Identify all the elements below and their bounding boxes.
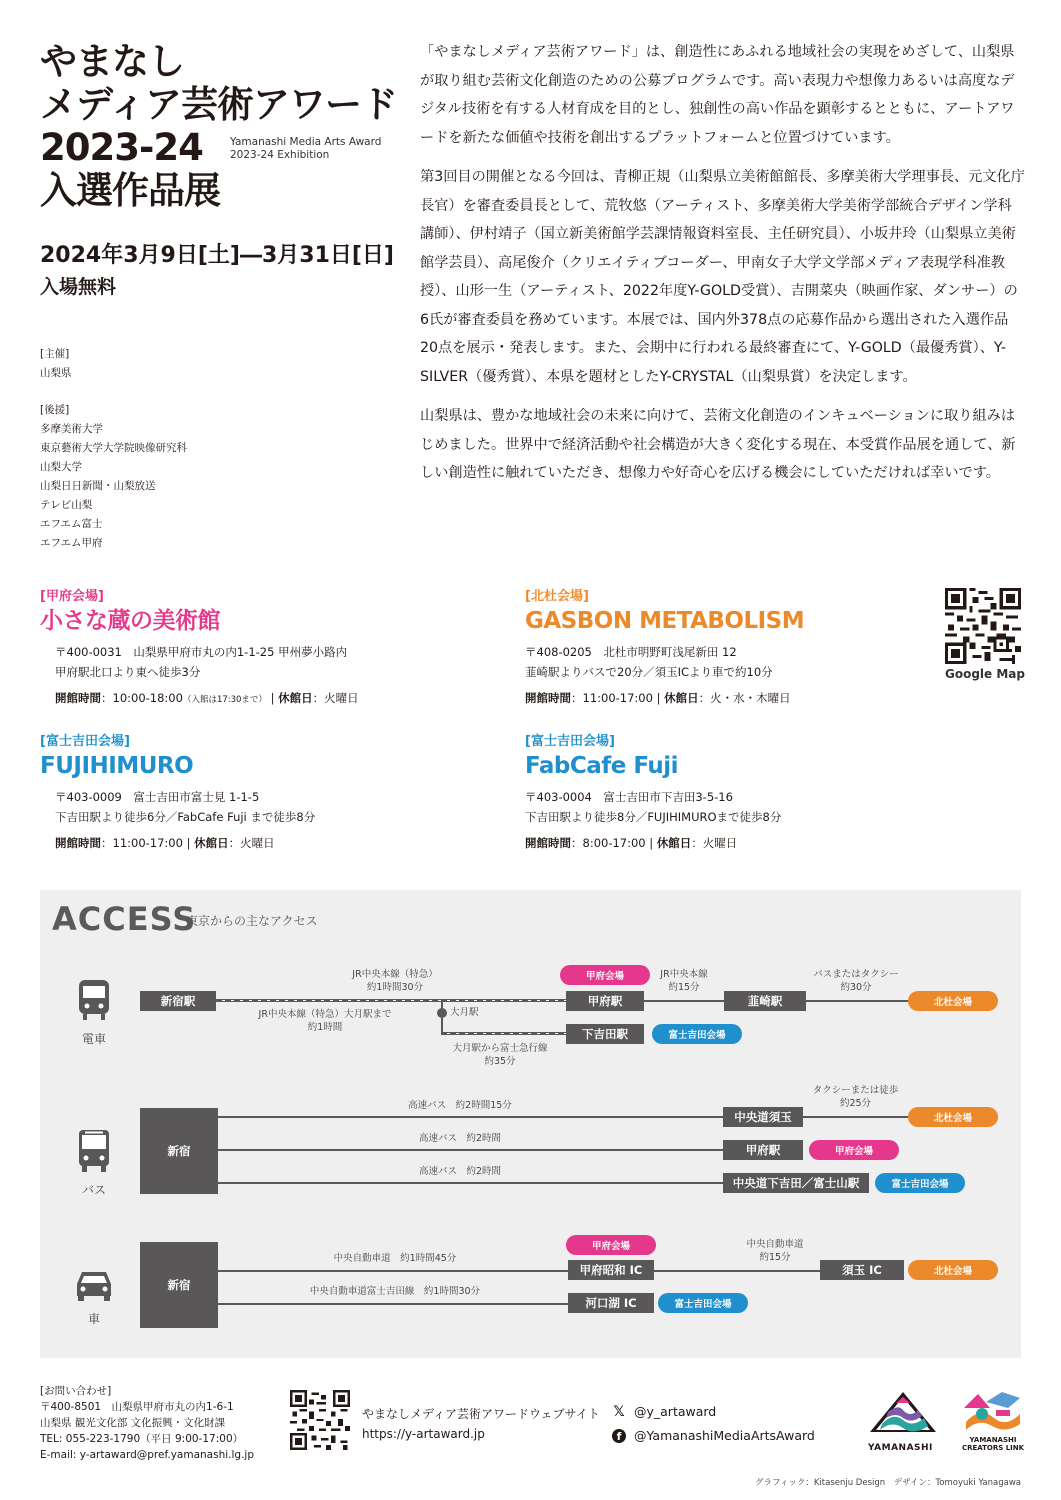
fujiyoshida-venue-tag: 富士吉田会場 bbox=[652, 1024, 742, 1044]
title-line: メディア芸術アワード bbox=[40, 83, 398, 126]
support-heading: [後援] bbox=[40, 404, 70, 416]
route-label: 中央自動車道 約1時間45分 bbox=[333, 1253, 457, 1264]
admission-free: 入場無料 bbox=[40, 276, 117, 298]
hokuto-venue-tag: 北杜会場 bbox=[908, 1107, 998, 1127]
route-line bbox=[218, 1270, 568, 1272]
website-label: やまなしメディア芸術アワードウェブサイト bbox=[362, 1407, 600, 1421]
route-label: JR中央本線 約15分 bbox=[660, 969, 708, 993]
venue-name: 小さな蔵の美術館 bbox=[40, 608, 220, 634]
facebook-account[interactable] bbox=[612, 1424, 815, 1448]
shimoyoshida-station: 下吉田駅 bbox=[566, 1024, 644, 1044]
shinjuku-car: 新宿 bbox=[140, 1242, 218, 1328]
fujiyoshida-venue-tag: 富士吉田会場 bbox=[875, 1173, 965, 1193]
venue-fabcafe bbox=[525, 730, 945, 851]
otsuki-label: 大月駅 bbox=[450, 1007, 479, 1018]
title-english bbox=[230, 136, 381, 162]
sns-accounts bbox=[612, 1400, 815, 1448]
sutama-ic: 須玉 IC bbox=[820, 1260, 904, 1280]
intro-paragraph: 山梨県は、豊かな地域社会の未来に向けて、芸術文化創造のインキュベーションに取り組みはじめました。世界中で経済活動や社会構造が大きく変化する現在、本受賞作品展を通して、新しい創造性に触れていただき、想像力や好奇心を広げる機会にしていただければ幸いです。 bbox=[420, 408, 1016, 481]
contact-email[interactable]: E-mail: y-artaward@pref.yamanashi.lg.jp bbox=[40, 1449, 254, 1461]
shinjuku-station: 新宿駅 bbox=[140, 991, 216, 1011]
kawaguchiko-ic: 河口湖 IC bbox=[568, 1293, 654, 1313]
x-handle: @y_artaward bbox=[634, 1404, 717, 1419]
contact-line: 山梨県 観光文化部 文化振興・文化財課 bbox=[40, 1417, 226, 1429]
hokuto-venue-tag: 北杜会場 bbox=[908, 1260, 998, 1280]
title-en-line: Yamanashi Media Arts Award bbox=[230, 136, 382, 148]
support-item: 山梨大学 bbox=[40, 461, 82, 473]
google-map-label: Google Map bbox=[945, 667, 1025, 681]
route-line bbox=[654, 1270, 820, 1272]
contact-line: 〒400-8501 山梨県甲府市丸の内1-6-1 bbox=[40, 1401, 234, 1413]
venue-address: 〒400-0031 山梨県甲府市丸の内1-1-25 甲州夢小路内 甲府駅北口より東へ徒歩3分 bbox=[55, 645, 348, 679]
venue-tag: [富士吉田会場] bbox=[40, 734, 130, 749]
kofu-station: 甲府駅 bbox=[566, 991, 644, 1011]
x-icon: 𝕏 bbox=[613, 1404, 625, 1420]
route-label: バスまたはタクシー 約30分 bbox=[813, 969, 899, 993]
venue-address: 〒408-0205 北杜市明野町浅尾新田 12 韮崎駅よりバスで20分／須玉ICより車で約10分 bbox=[525, 645, 773, 679]
title-en-line: 2023-24 Exhibition bbox=[230, 149, 330, 161]
route-label: 高速バス 約2時間 bbox=[418, 1166, 502, 1177]
access-panel bbox=[40, 890, 1021, 1358]
website-link[interactable]: https://y-artaward.jp bbox=[362, 1427, 485, 1441]
car-icon bbox=[74, 1268, 114, 1306]
creators-link-logo bbox=[960, 1388, 1024, 1438]
access-subtitle: 東京からの主なアクセス bbox=[186, 914, 318, 928]
car-label: 車 bbox=[87, 1312, 100, 1326]
exhibition-dates: 2024年3月9日[土]―3月31日[日] bbox=[40, 243, 394, 268]
intro-paragraph: 「やまなしメディア芸術アワード」は、創造性にあふれる地域社会の実現をめざして、山梨県が取り組む芸術文化創造のための公募プログラムです。高い表現力や想像力あるいは高度なデジタル技術を有する人材育成を目的とし、独創性の高い作品を顕彰するとともに、アートアワードを新たな価値や技術を創出するプラットフォームと位置づけています。 bbox=[420, 44, 1015, 146]
otsuki-dot bbox=[437, 1008, 447, 1018]
route-label: 高速バス 約2時間15分 bbox=[408, 1100, 512, 1111]
facebook-handle: @YamanashiMediaArtsAward bbox=[634, 1428, 815, 1443]
chuo-sutama-stop: 中央道須玉 bbox=[723, 1107, 803, 1127]
contact-info bbox=[40, 1383, 254, 1463]
hokuto-venue-tag: 北杜会場 bbox=[908, 991, 998, 1011]
shimoyoshida-bus-stop: 中央道下吉田／富士山駅 bbox=[723, 1173, 869, 1193]
route-label: 高速バス 約2時間 bbox=[418, 1133, 502, 1144]
title-line: やまなし bbox=[40, 40, 184, 83]
route-label: 中央自動車道富士吉田線 約1時間30分 bbox=[309, 1286, 481, 1297]
venue-address: 〒403-0009 富士吉田市富士見 1-1-5 下吉田駅より徒歩6分／FabCafe Fuji まで徒歩8分 bbox=[55, 790, 316, 824]
venue-name: FUJIHIMURO bbox=[40, 753, 194, 779]
venue-address: 〒403-0004 富士吉田市下吉田3-5-16 下吉田駅より徒歩8分／FUJIHIMUROまで徒歩8分 bbox=[525, 790, 782, 824]
exhibition-title bbox=[40, 40, 400, 212]
design-credit: グラフィック：Kitasenju Design デザイン：Tomoyuki Yanagawa bbox=[755, 1478, 1021, 1488]
fujiyoshida-venue-tag: 富士吉田会場 bbox=[658, 1293, 748, 1313]
route-line bbox=[218, 1182, 723, 1184]
train-icon bbox=[77, 978, 111, 1026]
website-qr-code[interactable] bbox=[290, 1390, 350, 1454]
venue-tag: [富士吉田会場] bbox=[525, 734, 615, 749]
kofu-venue-tag: 甲府会場 bbox=[560, 965, 650, 985]
support-item: エフエム富士 bbox=[40, 518, 103, 530]
route-line bbox=[806, 1000, 908, 1002]
route-label: JR中央本線（特急）大月駅まで 約1時間 bbox=[258, 1009, 392, 1033]
support-item: 山梨日日新聞・山梨放送 bbox=[40, 480, 156, 492]
fujikyu-line bbox=[441, 1032, 566, 1035]
route-label: 大月駅から富士急行線 約35分 bbox=[452, 1043, 548, 1067]
kofu-venue-tag: 甲府会場 bbox=[566, 1235, 656, 1255]
route-line bbox=[803, 1116, 908, 1118]
shinjuku-bus: 新宿 bbox=[140, 1108, 218, 1194]
venue-name: FabCafe Fuji bbox=[525, 753, 679, 779]
venue-tag: [甲府会場] bbox=[40, 589, 104, 604]
route-label: タクシーまたは徒歩 約25分 bbox=[812, 1085, 899, 1109]
kofu-venue-tag: 甲府会場 bbox=[809, 1140, 899, 1160]
route-line bbox=[644, 1000, 724, 1002]
bus-icon bbox=[77, 1128, 111, 1178]
jr-chuo-line bbox=[216, 999, 566, 1002]
venue-hours: 開館時間：10:00-18:00（入館は17:30まで） | 休館日：火曜日 bbox=[55, 691, 359, 705]
train-label: 電車 bbox=[81, 1032, 106, 1046]
google-map-qr-code[interactable] bbox=[945, 588, 1021, 668]
support-item: エフエム甲府 bbox=[40, 537, 103, 549]
title-line: 2023-24 bbox=[40, 126, 203, 169]
creators-link-text: YAMANASHI CREATORS LINK bbox=[961, 1436, 1025, 1452]
venue-hours: 開館時間：8:00-17:00 | 休館日：火曜日 bbox=[525, 836, 738, 850]
venue-fujihimuro bbox=[40, 730, 460, 851]
support-item: 多摩美術大学 bbox=[40, 423, 103, 435]
venue-tag: [北杜会場] bbox=[525, 589, 589, 604]
venue-hours: 開館時間：11:00-17:00 | 休館日：火曜日 bbox=[55, 836, 275, 850]
route-line bbox=[218, 1149, 723, 1151]
kofu-bus-stop: 甲府駅 bbox=[723, 1140, 803, 1160]
title-line: 入選作品展 bbox=[40, 169, 220, 212]
yamanashi-logo-text: YAMANASHI bbox=[868, 1443, 933, 1453]
route-label: JR中央本線（特急） 約1時間30分 bbox=[352, 969, 438, 993]
organizer-heading: [主催] bbox=[40, 348, 70, 360]
route-line bbox=[218, 1303, 568, 1305]
route-label: 中央自動車道 約15分 bbox=[746, 1239, 804, 1263]
organizer-name: 山梨県 bbox=[40, 367, 72, 379]
nirasaki-station: 韮崎駅 bbox=[724, 991, 806, 1011]
venue-hokuto bbox=[525, 585, 945, 706]
contact-heading: [お問い合わせ] bbox=[40, 1385, 112, 1397]
website-info bbox=[362, 1404, 600, 1444]
organizers bbox=[40, 345, 187, 553]
venue-hours: 開館時間：11:00-17:00 | 休館日：火・水・木曜日 bbox=[525, 691, 791, 705]
access-title: ACCESS bbox=[52, 900, 197, 938]
venue-name: GASBON METABOLISM bbox=[525, 608, 805, 634]
venue-kofu bbox=[40, 585, 460, 706]
yamanashi-logo bbox=[868, 1390, 938, 1446]
facebook-icon: f bbox=[612, 1429, 626, 1443]
intro-paragraph: 第3回目の開催となる今回は、青柳正規（山梨県立美術館館長、多摩美術大学理事長、元文化庁長官）を審査委員長として、荒牧悠（アーティスト、多摩美術大学美術学部統合デザイン学科講師）、伊村靖子（国立新美術館学芸課情報資料室長、主任研究員）、小坂井玲（山梨県立美術館学芸員）、高尾俊介（クリエイティブコーダー、甲南女子大学文学部メディア表現学科准教授）、山形一生（アーティスト、2022年度Y-GOLD受賞）、吉開菜央（映画作家、ダンサー）の6氏が審査委員を務めています。本展では、国内外378点の応募作品から選出された入選作品20点を展示・発表します。また、会期中に行われる最終審査にて、Y-GOLD（最優秀賞）、Y-SILVER（優秀賞）、本県を題材としたY-CRYSTAL（山梨県賞）を決定します。 bbox=[420, 169, 1025, 385]
x-account[interactable] bbox=[612, 1400, 815, 1424]
bus-label: バス bbox=[81, 1183, 106, 1197]
introduction bbox=[420, 38, 1025, 499]
support-item: テレビ山梨 bbox=[40, 499, 93, 511]
contact-line: TEL: 055-223-1790（平日 9:00-17:00） bbox=[40, 1433, 244, 1445]
support-item: 東京藝術大学大学院映像研究科 bbox=[40, 442, 187, 454]
route-line bbox=[218, 1116, 723, 1118]
kofu-showa-ic: 甲府昭和 IC bbox=[568, 1260, 654, 1280]
